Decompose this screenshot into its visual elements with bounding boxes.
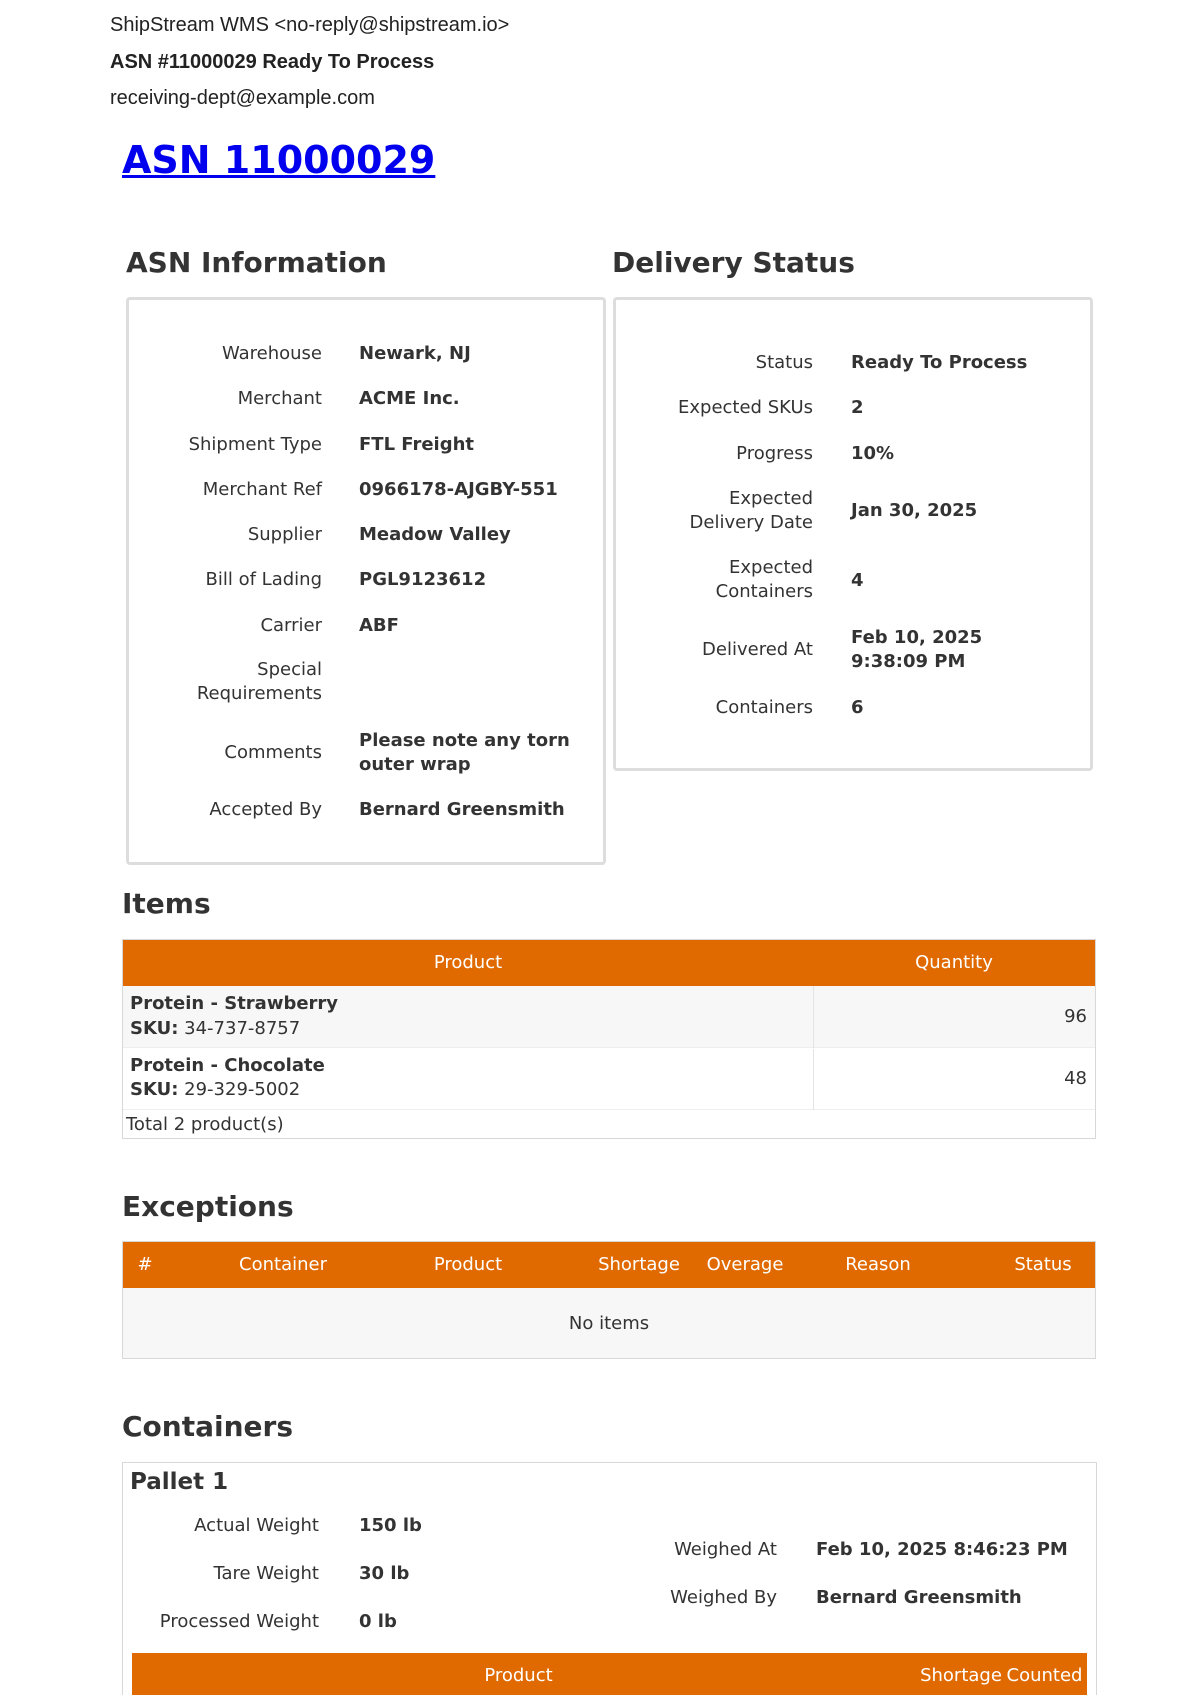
item-sku-label: SKU: — [130, 1079, 179, 1100]
asn-info-label: Merchant — [237, 388, 322, 409]
item-sku-label: SKU: — [130, 1018, 179, 1039]
asn-info-value: 0966178-AJGBY-551 — [359, 479, 558, 500]
delivery-label: Expected Containers — [715, 557, 813, 602]
asn-info-label: Bill of Lading — [205, 569, 322, 590]
items-header-product: Product — [433, 952, 503, 973]
delivery-value: 10% — [851, 443, 895, 464]
item-sku — [130, 1078, 300, 1102]
items-total: Total 2 product(s) — [126, 1114, 284, 1135]
delivery-label: Containers — [715, 697, 813, 718]
delivery-label: Expected Delivery Date — [689, 488, 813, 533]
asn-title-link[interactable]: ASN 11000029 — [122, 138, 436, 182]
to-value[interactable]: receiving-dept@example.com — [110, 87, 375, 109]
table-row — [123, 1049, 1095, 1110]
exceptions-header-container: Container — [239, 1254, 327, 1275]
delivery-value: Ready To Process — [851, 352, 1028, 373]
exceptions-header-shortage: Shortage — [598, 1254, 680, 1275]
pallet-label: Weighed By — [670, 1587, 777, 1608]
items-table — [122, 939, 1096, 1139]
exceptions-title: Exceptions — [122, 1190, 294, 1223]
asn-info-value: PGL9123612 — [359, 569, 487, 590]
container-card — [122, 1462, 1097, 1695]
table-row — [123, 986, 1095, 1048]
delivery-label: Progress — [736, 443, 813, 464]
item-name: Protein - Strawberry — [130, 993, 339, 1014]
asn-info-label: Carrier — [260, 615, 322, 636]
item-sku-value: 34-737-8757 — [184, 1018, 301, 1039]
asn-info-label: Special Requirements — [196, 659, 322, 704]
asn-info-value: Bernard Greensmith — [359, 799, 565, 820]
exceptions-empty-message: No items — [568, 1313, 650, 1334]
items-title: Items — [122, 887, 211, 920]
delivery-value: Feb 10, 2025 9:38:09 PM — [851, 627, 983, 672]
pallet-label: Tare Weight — [213, 1563, 319, 1584]
item-quantity: 96 — [1064, 1006, 1087, 1027]
delivery-value: 4 — [851, 570, 864, 591]
item-name: Protein - Chocolate — [130, 1055, 325, 1076]
delivery-value: 2 — [851, 397, 864, 418]
asn-info-value: Please note any torn outer wrap — [359, 730, 570, 775]
containers-title: Containers — [122, 1410, 293, 1443]
asn-info-label: Comments — [224, 742, 322, 763]
pallet-header-counted: Counted — [1006, 1665, 1083, 1686]
delivery-value: 6 — [851, 697, 864, 718]
asn-info-label: Shipment Type — [188, 434, 322, 455]
asn-info-value: ABF — [359, 615, 399, 636]
pallet-value: 0 lb — [359, 1611, 397, 1632]
exceptions-header-overage: Overage — [706, 1254, 784, 1275]
items-header-quantity: Quantity — [915, 952, 993, 973]
items-header — [123, 940, 1095, 986]
asn-info-label: Merchant Ref — [202, 479, 322, 500]
pallet-header-shortage: Shortage — [920, 1665, 1002, 1686]
pallet-value: Feb 10, 2025 8:46:23 PM — [816, 1539, 1068, 1560]
asn-info-label: Warehouse — [221, 343, 322, 364]
asn-info-label: Accepted By — [209, 799, 322, 820]
exceptions-header-status: Status — [1014, 1254, 1072, 1275]
pallet-value: 150 lb — [359, 1515, 422, 1536]
pallet-label: Weighed At — [674, 1539, 777, 1560]
from-value[interactable]: ShipStream WMS <no-reply@shipstream.io> — [110, 14, 510, 36]
pallet-items-header — [132, 1653, 1087, 1695]
delivery-label: Delivered At — [702, 639, 813, 660]
pallet-header-product: Product — [484, 1665, 553, 1686]
exceptions-table — [122, 1241, 1096, 1359]
delivery-label: Expected SKUs — [678, 397, 813, 418]
pallet-value: 30 lb — [359, 1563, 410, 1584]
asn-info-value: FTL Freight — [359, 434, 475, 455]
delivery-status-title: Delivery Status — [612, 246, 855, 279]
delivery-label: Status — [755, 352, 813, 373]
exceptions-header-number: # — [137, 1254, 153, 1275]
asn-info-title: ASN Information — [126, 246, 387, 279]
item-quantity: 48 — [1064, 1068, 1087, 1089]
item-sku-value: 29-329-5002 — [184, 1079, 301, 1100]
asn-info-value: ACME Inc. — [359, 388, 460, 409]
exceptions-header-reason: Reason — [845, 1254, 911, 1275]
exceptions-header-product: Product — [433, 1254, 503, 1275]
asn-info-value: Newark, NJ — [359, 343, 471, 364]
asn-info-label: Supplier — [247, 524, 322, 545]
pallet-label: Processed Weight — [159, 1611, 319, 1632]
pallet-value: Bernard Greensmith — [816, 1587, 1022, 1608]
asn-info-value: Meadow Valley — [359, 524, 511, 545]
exceptions-header — [123, 1242, 1095, 1288]
pallet-title: Pallet 1 — [130, 1469, 229, 1495]
item-sku — [130, 1017, 300, 1041]
delivery-value: Jan 30, 2025 — [851, 500, 978, 521]
subject-value: ASN #11000029 Ready To Process — [110, 51, 435, 73]
pallet-label: Actual Weight — [194, 1515, 319, 1536]
